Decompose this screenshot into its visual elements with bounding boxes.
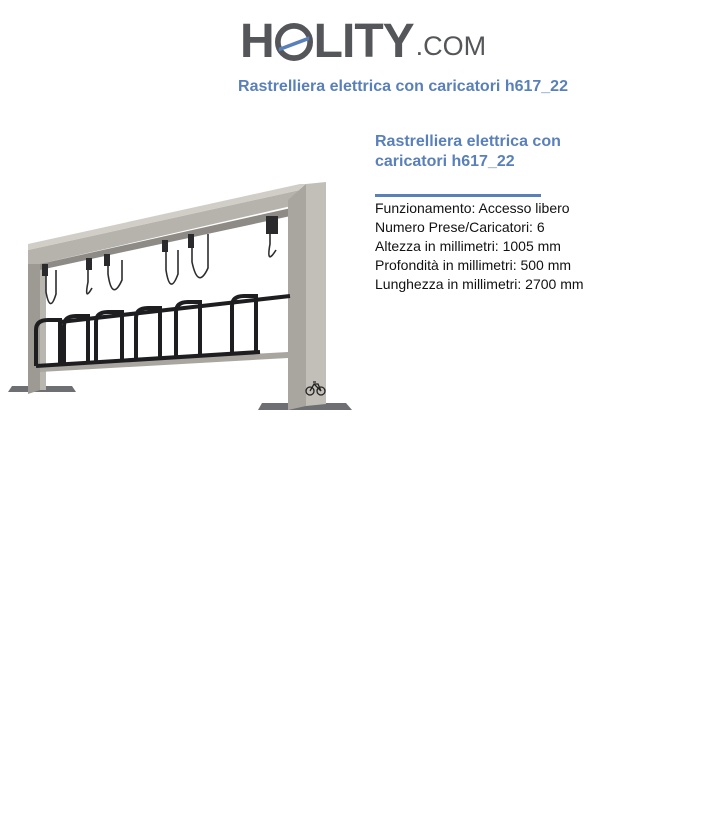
logo-wordmark [240,14,414,70]
spec-profondita: Profondità in millimetri: 500 mm [375,257,572,273]
spec-altezza: Altezza in millimetri: 1005 mm [375,238,561,254]
product-image [0,170,360,440]
logo-com: .COM [415,31,487,61]
spec-numero-prese: Numero Prese/Caricatori: 6 [375,219,545,235]
logo-letter-h: H [240,15,274,68]
logo-o-icon [275,23,313,61]
product-title-line2: caricatori h617_22 [375,153,515,170]
spec-funzionamento: Funzionamento: Accesso libero [375,200,570,216]
product-title [375,132,675,172]
title-underline [375,194,541,197]
logo-letters-lity: LITY [313,15,414,68]
page-title: Rastrelliera elettrica con caricatori h617_22 [238,78,568,95]
product-title-line1: Rastrelliera elettrica con [375,133,561,150]
spec-lunghezza: Lunghezza in millimetri: 2700 mm [375,276,584,292]
holity-logo[interactable] [240,14,485,70]
right-post [288,184,306,410]
product-info [375,132,675,294]
